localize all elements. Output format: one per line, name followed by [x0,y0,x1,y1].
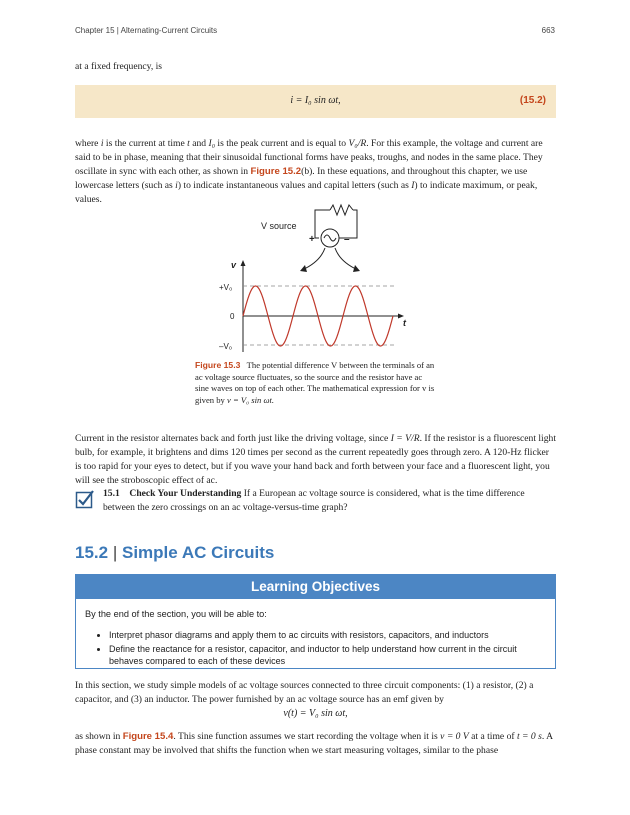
svg-text:–V₀: –V₀ [219,342,233,351]
learning-objectives-box [75,574,556,669]
learning-objectives-heading: Learning Objectives [76,575,555,599]
objectives-list [85,629,529,669]
paragraph-4: as shown in Figure 15.4. This sine function assumes we start recording the voltage when it is v = 0 V at a time of t = 0 s. A phase constant may be involved that shifts the function when we start measuring voltages, similar to the phase [75,731,553,756]
paragraph-3: In this section, we study simple models of ac voltage sources connected to three circuit components: (1) a resistor, (2) a capacitor, and (3) an inductor. The power furnished by an ac voltage source has an emf given by [75,680,534,705]
equation-15-2: i = I₀ sin ωt, [290,95,341,106]
figure-15-4-link[interactable]: Figure 15.4 [122,731,174,742]
page-number: 663 [541,26,555,35]
emf-equation: v(t) = V₀ sin ωt, [283,708,348,719]
figure-15-3-caption: Figure 15.3 The potential difference V between the terminals of an ac voltage source fluctuates, so the source and the resistor have ac sine waves on top of each other. The mathematical expression for v is given by v = V₀ sin ωt. [195,360,435,405]
svg-text:v: v [231,260,237,270]
svg-text:–: – [344,234,350,245]
svg-text:+V₀: +V₀ [219,283,233,292]
equation-number: (15.2) [519,95,546,106]
page-header [75,26,555,35]
ac-source-figure [195,200,435,360]
paragraph-2: Current in the resistor alternates back and forth just like the driving voltage, since I = V/R. If the resistor is a fluorescent light bulb, for example, it brightens and dims 120 times per second as the current repeatedly goes through zero. A 120-Hz flicker is too rapid for your eyes to detect, but if you wave your hand back and forth between your face and a fluorescent light, you will see the stroboscopic effect of ac. [75,433,556,486]
equation-box [75,85,556,118]
paragraph-1: where i is the current at time t and I₀ is the peak current and is equal to V₀/R. For this example, the voltage and current are said to be in phase, meaning that their sinusoidal functional forms have peaks, troughs, and nodes in the same place. They oscillate in sync with each other, as shown in Figure 15.2(b). In these equations, and throughout this chapter, we use lowercase letters (such as i) to indicate instantaneous values and capital letters (such as I) to indicate maximum, or peak, values. [75,138,543,205]
chapter-title: Chapter 15 | Alternating-Current Circuits [75,26,218,35]
intro-text: at a fixed frequency, is [75,61,163,72]
objectives-intro: By the end of the section, you will be able to: [85,609,267,619]
arrows [302,248,358,270]
v-source-label: V source [261,221,297,231]
figure-15-2-link[interactable]: Figure 15.2 [250,166,302,177]
checkbox-icon [75,489,95,509]
objective-item: • Define the reactance for a resistor, capacitor, and inductor to help understand how current in the circuit behaves compared to each of these devices [109,643,529,667]
svg-text:+: + [309,234,315,245]
circuit-diagram [315,205,357,247]
svg-text:0: 0 [230,312,235,321]
resistor-icon [330,205,353,215]
objective-item: • Interpret phasor diagrams and apply them to ac circuits with resistors, capacitors, and inductors [109,629,529,641]
section-heading: 15.2 | Simple AC Circuits [75,543,275,562]
svg-text:t: t [403,318,406,328]
